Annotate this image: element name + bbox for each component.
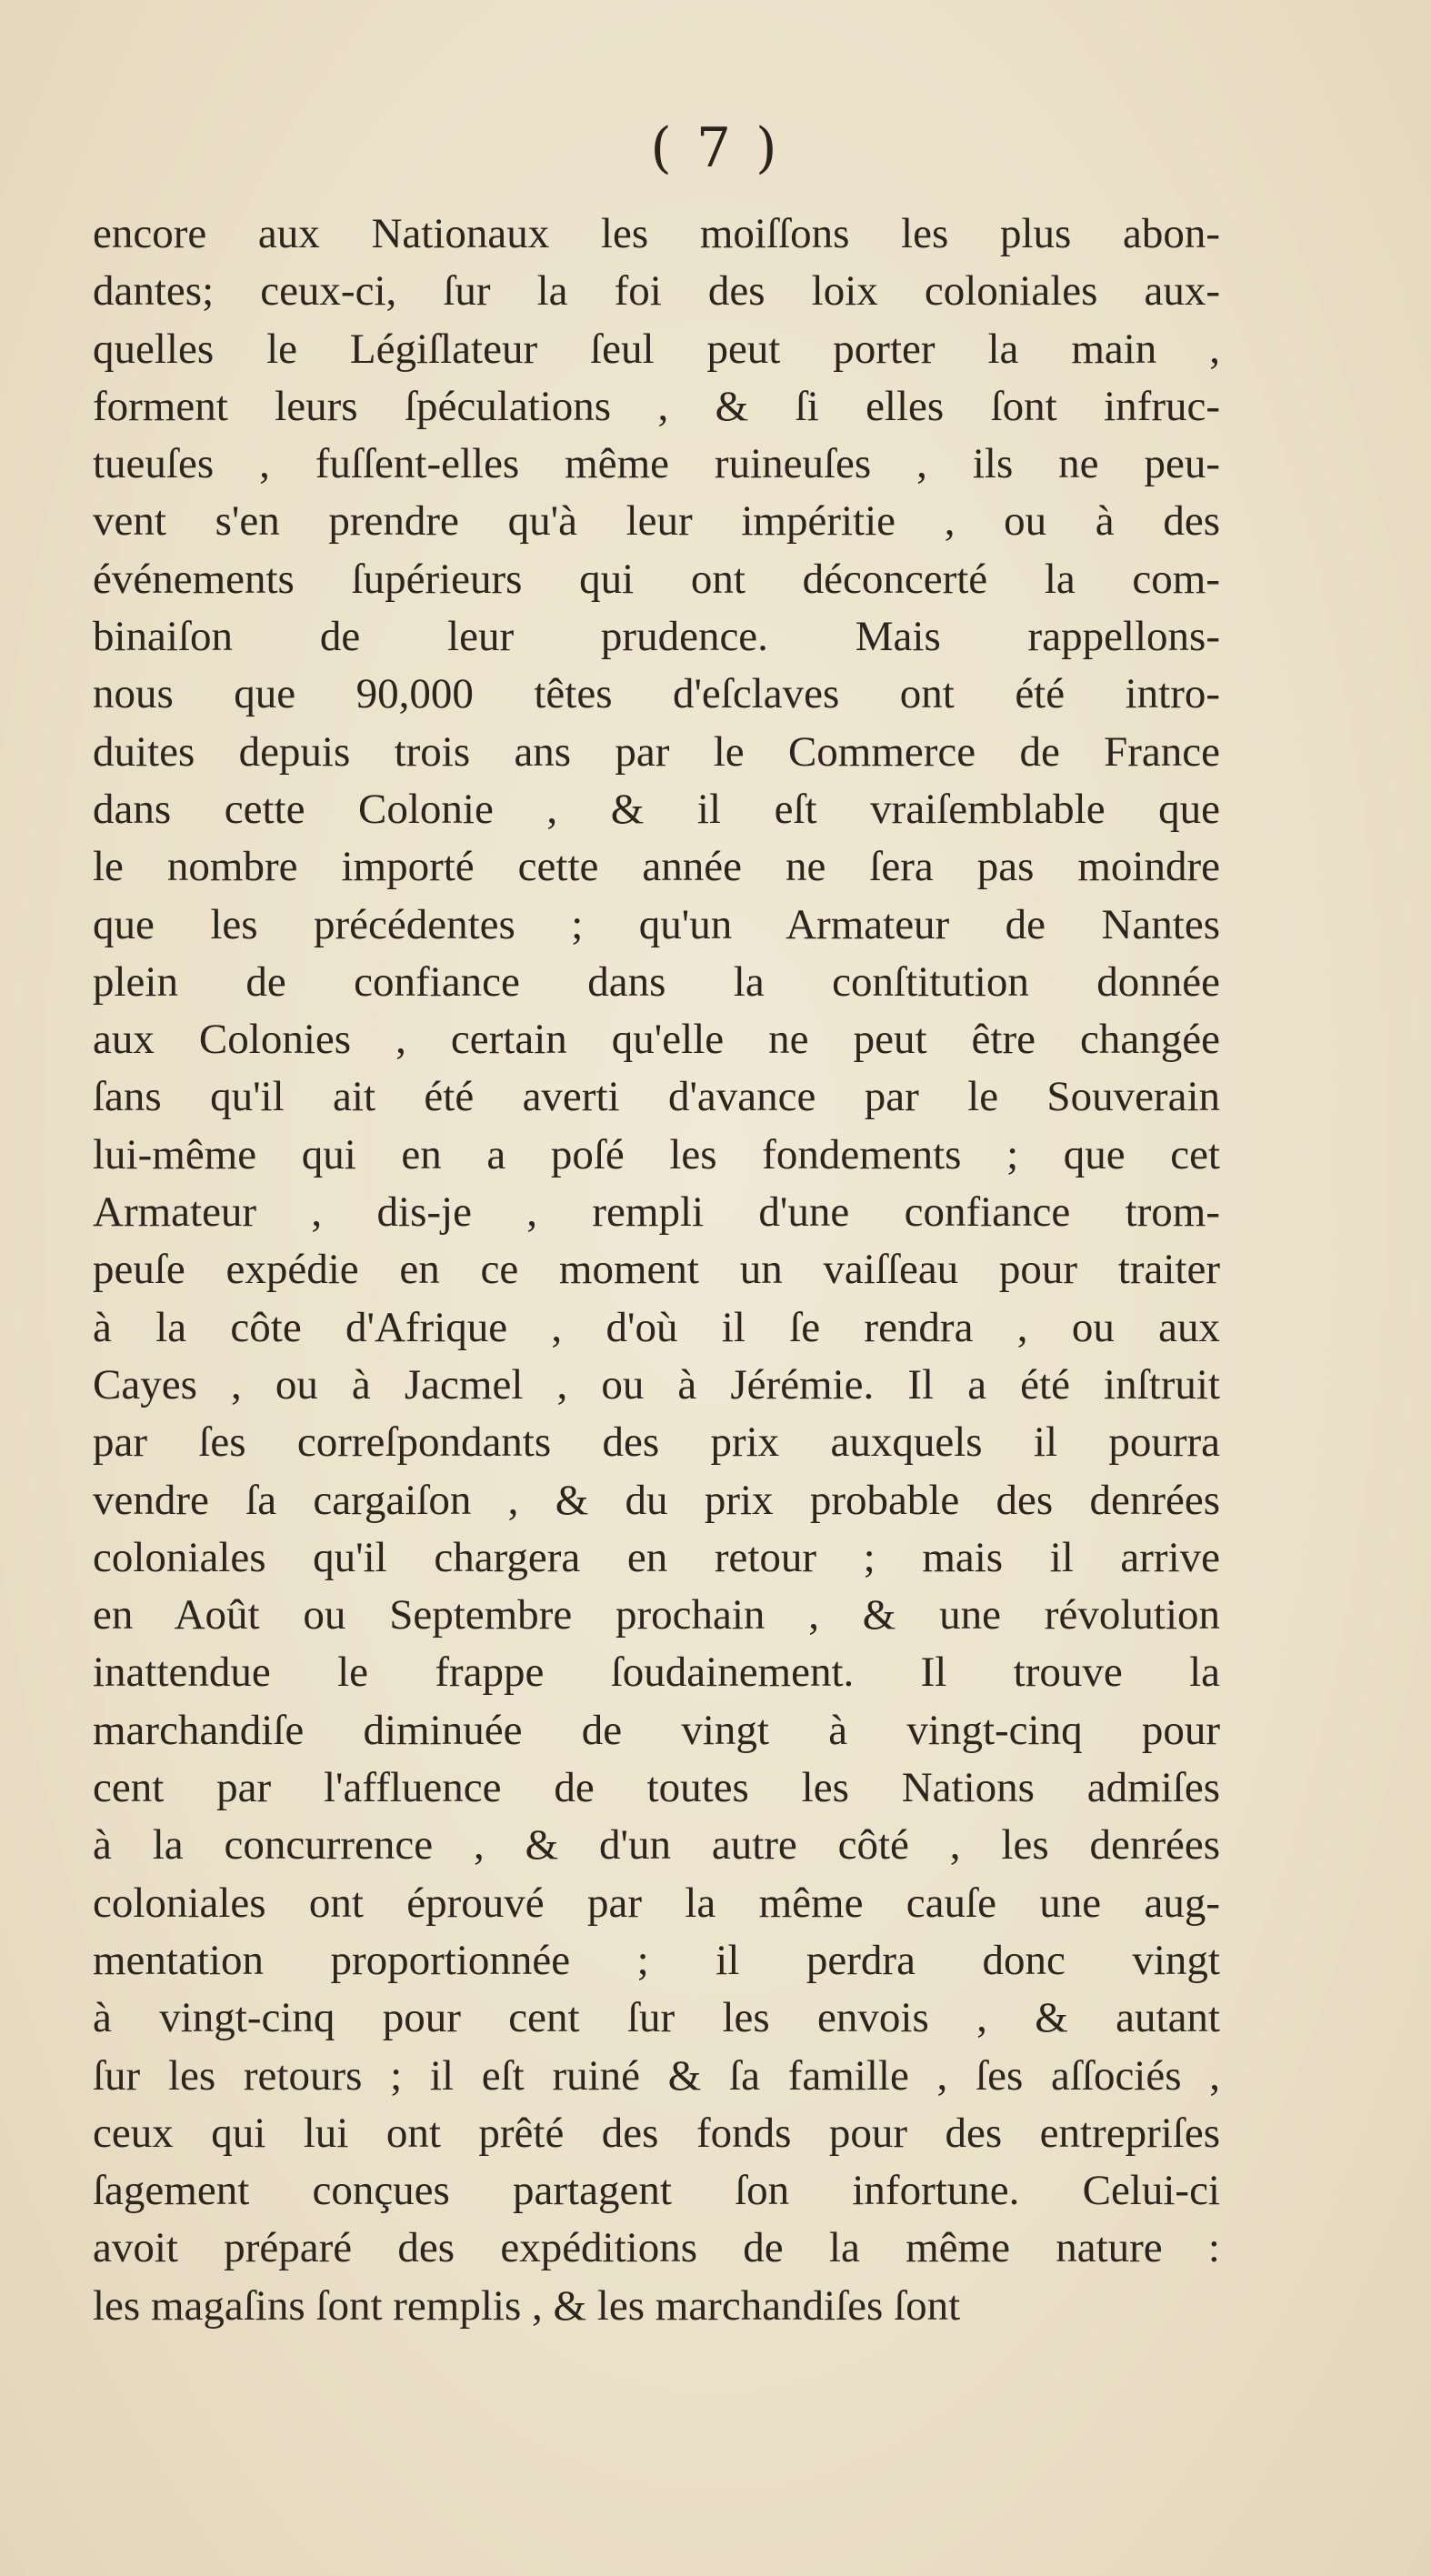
text-line: coloniales qu'il chargera en retour ; mais il arrive — [93, 1533, 1220, 1581]
text-line: à la concurrence , & d'un autre côté , les denrées — [93, 1821, 1220, 1869]
text-line: ſans qu'il ait été averti d'avance par le Souverain — [93, 1073, 1220, 1121]
text-line: ſagement conçues partagent ſon infortune. Celui-ci — [93, 2167, 1220, 2215]
text-line: coloniales ont éprouvé par la même cauſe une aug- — [93, 1879, 1220, 1927]
text-line: lui-même qui en a poſé les fondements ; que cet — [93, 1130, 1220, 1178]
text-line: avoit préparé des expéditions de la même nature : — [93, 2224, 1220, 2272]
text-line: par ſes correſpondants des prix auxquels il pourra — [93, 1418, 1220, 1467]
text-line: nous que 90,000 têtes d'eſclaves ont été intro- — [93, 670, 1220, 718]
text-line: cent par l'affluence de toutes les Nations admiſes — [93, 1764, 1220, 1812]
text-line: forment leurs ſpéculations , & ſi elles ſont infruc- — [93, 382, 1220, 430]
text-line: aux Colonies , certain qu'elle ne peut être changée — [93, 1016, 1220, 1064]
text-line: Armateur , dis-je , rempli d'une confiance trom- — [93, 1188, 1220, 1237]
text-line: ſur les retours ; il eſt ruiné & ſa famille , ſes aſſociés , — [93, 2051, 1220, 2100]
text-line: marchandiſe diminuée de vingt à vingt-cinq pour — [93, 1706, 1220, 1754]
body-text — [93, 205, 1220, 2335]
text-line: vent s'en prendre qu'à leur impéritie , ou à des — [93, 497, 1220, 546]
text-line: inattendue le frappe ſoudainement. Il trouve la — [93, 1649, 1220, 1697]
text-line: binaiſon de leur prudence. Mais rappellons- — [93, 613, 1220, 661]
text-line: peuſe expédie en ce moment un vaiſſeau pour traiter — [93, 1246, 1220, 1294]
text-line: les magaſins ſont remplis , & les marchandiſes ſont — [93, 2281, 961, 2330]
text-line: encore aux Nationaux les moiſſons les plus abon- — [93, 210, 1220, 257]
text-line: vendre ſa cargaiſon , & du prix probable des denrées — [93, 1476, 1220, 1524]
text-line: que les précédentes ; qu'un Armateur de Nantes — [93, 900, 1220, 948]
text-line: ceux qui lui ont prêté des fonds pour des entrepriſes — [93, 2109, 1220, 2157]
text-line: le nombre importé cette année ne ſera pas moindre — [93, 843, 1220, 891]
text-line: en Août ou Septembre prochain , & une révolution — [93, 1591, 1220, 1639]
text-line: tueuſes , fuſſent-elles même ruineuſes , ils ne peu- — [93, 440, 1220, 488]
text-line: duites depuis trois ans par le Commerce de France — [93, 727, 1220, 776]
text-line: dans cette Colonie , & il eſt vraiſemblable que — [93, 785, 1220, 833]
text-line: quelles le Légiſlateur ſeul peut porter la main , — [93, 325, 1220, 373]
text-line: à la côte d'Afrique , d'où il ſe rendra , ou aux — [93, 1303, 1220, 1351]
text-line: Cayes , ou à Jacmel , ou à Jérémie. Il a été inſtruit — [93, 1360, 1220, 1408]
page-number: ( 7 ) — [650, 116, 781, 180]
text-line: à vingt-cinq pour cent ſur les envois , & autant — [93, 1994, 1220, 2042]
text-line: événements ſupérieurs qui ont déconcerté la com- — [93, 555, 1220, 603]
text-line: dantes; ceux-ci, ſur la foi des loix coloniales aux- — [93, 267, 1220, 316]
text-line: plein de confiance dans la conſtitution donnée — [93, 957, 1220, 1006]
text-line: mentation proportionnée ; il perdra donc vingt — [93, 1936, 1220, 1984]
